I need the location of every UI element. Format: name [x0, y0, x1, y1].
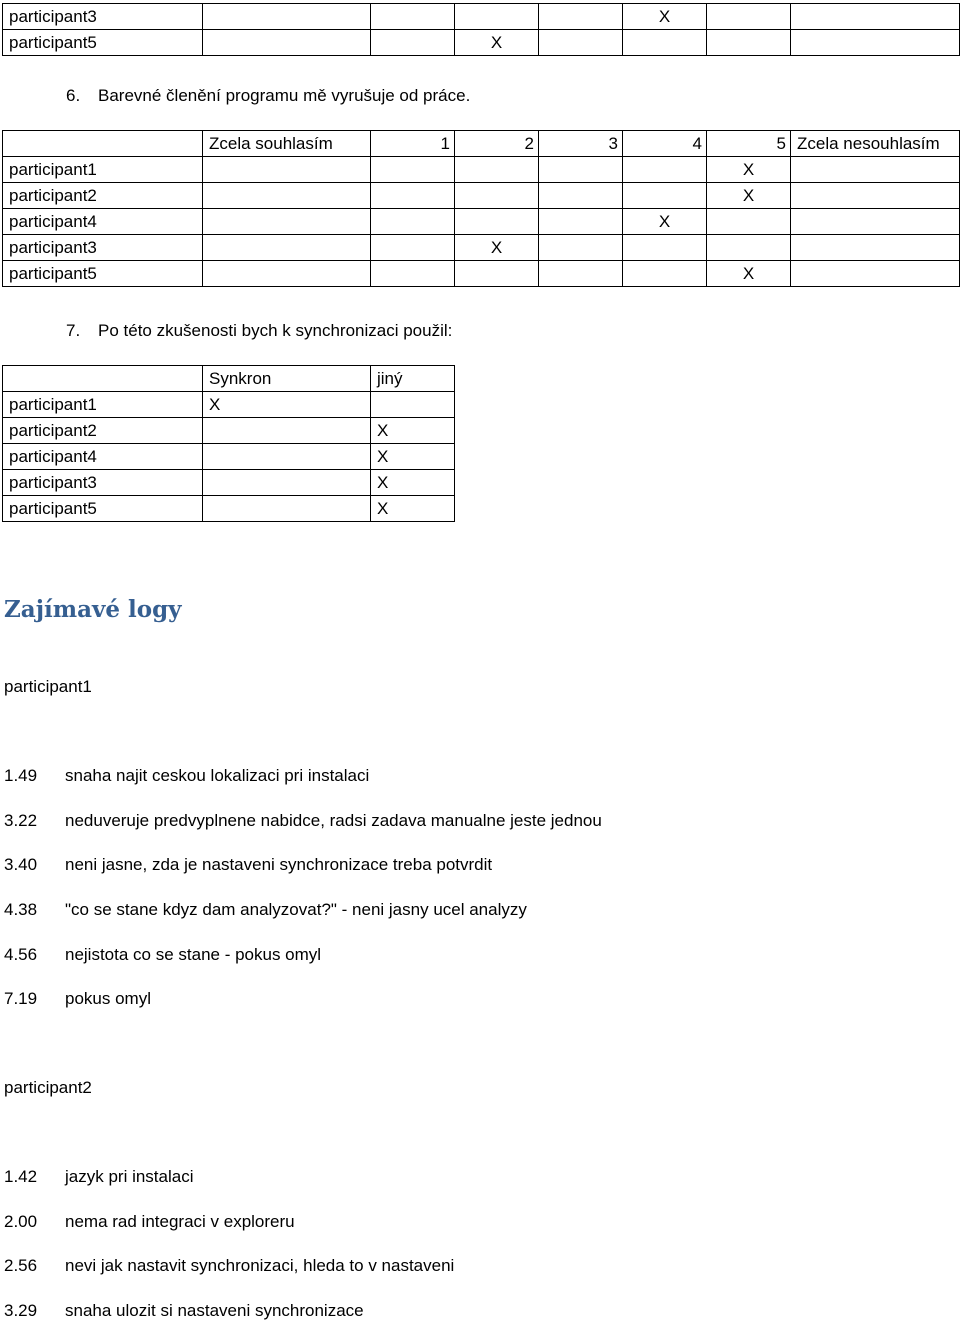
- log-entry: [4, 1301, 364, 1321]
- rating-cell: [791, 209, 960, 235]
- table-header-row: [3, 131, 960, 157]
- rating-cell: [203, 4, 371, 30]
- rating-cell: [371, 261, 455, 287]
- log-text: snaha najit ceskou lokalizaci pri instalaci: [65, 766, 370, 785]
- log-entry: [4, 1256, 454, 1276]
- rating-cell: [623, 261, 707, 287]
- participant-label: participant3: [3, 470, 203, 496]
- rating-cell: [707, 235, 791, 261]
- table-row: [3, 4, 960, 30]
- log-text: nevi jak nastavit synchronizaci, hleda to v nastaveni: [65, 1256, 455, 1275]
- rating-cell: [371, 235, 455, 261]
- log-time: 3.22: [4, 811, 38, 830]
- table-row: [3, 261, 960, 287]
- rating-cell: [791, 183, 960, 209]
- table-row: [3, 183, 960, 209]
- choice-cell: [371, 392, 455, 418]
- table-row: [3, 392, 455, 418]
- log-text: neduveruje predvyplnene nabidce, radsi zadava manualne jeste jednou: [65, 811, 602, 830]
- rating-cell: X: [623, 4, 707, 30]
- log-time: 1.42: [4, 1167, 38, 1186]
- participant-heading: participant1: [4, 677, 92, 696]
- table-row: [3, 157, 960, 183]
- participant-label: participant4: [3, 209, 203, 235]
- header-cell: jiný: [371, 366, 455, 392]
- rating-cell: [539, 4, 623, 30]
- log-text: nejistota co se stane - pokus omyl: [65, 945, 322, 964]
- participant-label: participant4: [3, 444, 203, 470]
- choice-cell: X: [371, 496, 455, 522]
- rating-cell: [455, 4, 539, 30]
- choice-cell: X: [371, 470, 455, 496]
- question-7: [66, 321, 452, 341]
- log-text: nema rad integraci v exploreru: [65, 1212, 295, 1231]
- participant-heading: participant2: [4, 1078, 92, 1097]
- log-entry: [4, 1212, 295, 1232]
- choice-cell: X: [203, 392, 371, 418]
- choice-cell: [203, 444, 371, 470]
- table-row: [3, 444, 455, 470]
- rating-cell: [455, 183, 539, 209]
- rating-table-previous: [2, 3, 960, 56]
- log-time: 4.56: [4, 945, 38, 964]
- table-header-row: [3, 366, 455, 392]
- log-entry: [4, 945, 321, 965]
- rating-cell: [623, 235, 707, 261]
- log-text: snaha ulozit si nastaveni synchronizace: [65, 1301, 364, 1320]
- rating-cell: [791, 261, 960, 287]
- section-heading: Zajímavé logy: [4, 596, 182, 623]
- choice-table-q7: [2, 365, 455, 522]
- rating-cell: [371, 209, 455, 235]
- participant-label: participant3: [3, 235, 203, 261]
- question-number: 6.: [66, 86, 81, 105]
- table-row: [3, 30, 960, 56]
- rating-cell: X: [623, 209, 707, 235]
- header-cell: [3, 131, 203, 157]
- log-text: "co se stane kdyz dam analyzovat?" - neni jasny ucel analyzy: [65, 900, 527, 919]
- rating-cell: X: [707, 157, 791, 183]
- table-row: [3, 496, 455, 522]
- rating-cell: [539, 183, 623, 209]
- log-entry: [4, 855, 492, 875]
- rating-cell: [203, 209, 371, 235]
- question-number: 7.: [66, 321, 81, 340]
- rating-cell: X: [455, 30, 539, 56]
- participant-label: participant5: [3, 496, 203, 522]
- choice-cell: [203, 418, 371, 444]
- participant-label: participant1: [3, 157, 203, 183]
- log-time: 4.38: [4, 900, 38, 919]
- rating-cell: [623, 157, 707, 183]
- rating-cell: [539, 209, 623, 235]
- rating-cell: [539, 261, 623, 287]
- header-cell: Zcela nesouhlasím: [791, 131, 960, 157]
- participant-label: participant2: [3, 418, 203, 444]
- rating-cell: X: [707, 183, 791, 209]
- table-row: [3, 418, 455, 444]
- question-text: Barevné členění programu mě vyrušuje od práce.: [98, 86, 471, 105]
- rating-cell: [203, 261, 371, 287]
- log-entry: [4, 811, 602, 831]
- rating-cell: [455, 261, 539, 287]
- choice-cell: X: [371, 418, 455, 444]
- participant-label: participant5: [3, 30, 203, 56]
- rating-cell: [371, 30, 455, 56]
- rating-cell: [707, 4, 791, 30]
- participant-label: participant3: [3, 4, 203, 30]
- participant-label: participant5: [3, 261, 203, 287]
- rating-cell: X: [455, 235, 539, 261]
- log-entry: [4, 900, 527, 920]
- header-cell: 3: [539, 131, 623, 157]
- log-text: pokus omyl: [65, 989, 151, 1008]
- choice-cell: [203, 496, 371, 522]
- rating-cell: [791, 235, 960, 261]
- log-time: 2.56: [4, 1256, 38, 1275]
- rating-cell: [203, 235, 371, 261]
- rating-cell: [707, 209, 791, 235]
- log-entry: [4, 989, 151, 1009]
- rating-cell: X: [707, 261, 791, 287]
- rating-cell: [623, 183, 707, 209]
- rating-cell: [371, 183, 455, 209]
- rating-cell: [203, 30, 371, 56]
- header-cell: 2: [455, 131, 539, 157]
- log-entry: [4, 1167, 194, 1187]
- log-time: 3.29: [4, 1301, 38, 1320]
- rating-cell: [371, 157, 455, 183]
- participant-label: participant1: [3, 392, 203, 418]
- header-cell: 1: [371, 131, 455, 157]
- participant-label: participant2: [3, 183, 203, 209]
- header-cell: [3, 366, 203, 392]
- rating-cell: [623, 30, 707, 56]
- log-time: 3.40: [4, 855, 38, 874]
- log-time: 2.00: [4, 1212, 38, 1231]
- header-cell: Zcela souhlasím: [203, 131, 371, 157]
- rating-cell: [791, 4, 960, 30]
- rating-cell: [203, 183, 371, 209]
- rating-cell: [455, 209, 539, 235]
- log-text: jazyk pri instalaci: [65, 1167, 194, 1186]
- rating-cell: [791, 30, 960, 56]
- table-row: [3, 235, 960, 261]
- log-time: 1.49: [4, 766, 38, 785]
- rating-cell: [539, 157, 623, 183]
- question-text: Po této zkušenosti bych k synchronizaci použil:: [98, 321, 453, 340]
- log-time: 7.19: [4, 989, 38, 1008]
- choice-cell: X: [371, 444, 455, 470]
- header-cell: Synkron: [203, 366, 371, 392]
- header-cell: 5: [707, 131, 791, 157]
- question-6: [66, 86, 470, 106]
- choice-cell: [203, 470, 371, 496]
- rating-cell: [539, 235, 623, 261]
- rating-cell: [539, 30, 623, 56]
- table-row: [3, 470, 455, 496]
- rating-cell: [455, 157, 539, 183]
- log-entry: [4, 766, 369, 786]
- log-text: neni jasne, zda je nastaveni synchronizace treba potvrdit: [65, 855, 493, 874]
- rating-cell: [791, 157, 960, 183]
- rating-cell: [371, 4, 455, 30]
- rating-cell: [203, 157, 371, 183]
- header-cell: 4: [623, 131, 707, 157]
- rating-table-q6: [2, 130, 960, 287]
- rating-cell: [707, 30, 791, 56]
- table-row: [3, 209, 960, 235]
